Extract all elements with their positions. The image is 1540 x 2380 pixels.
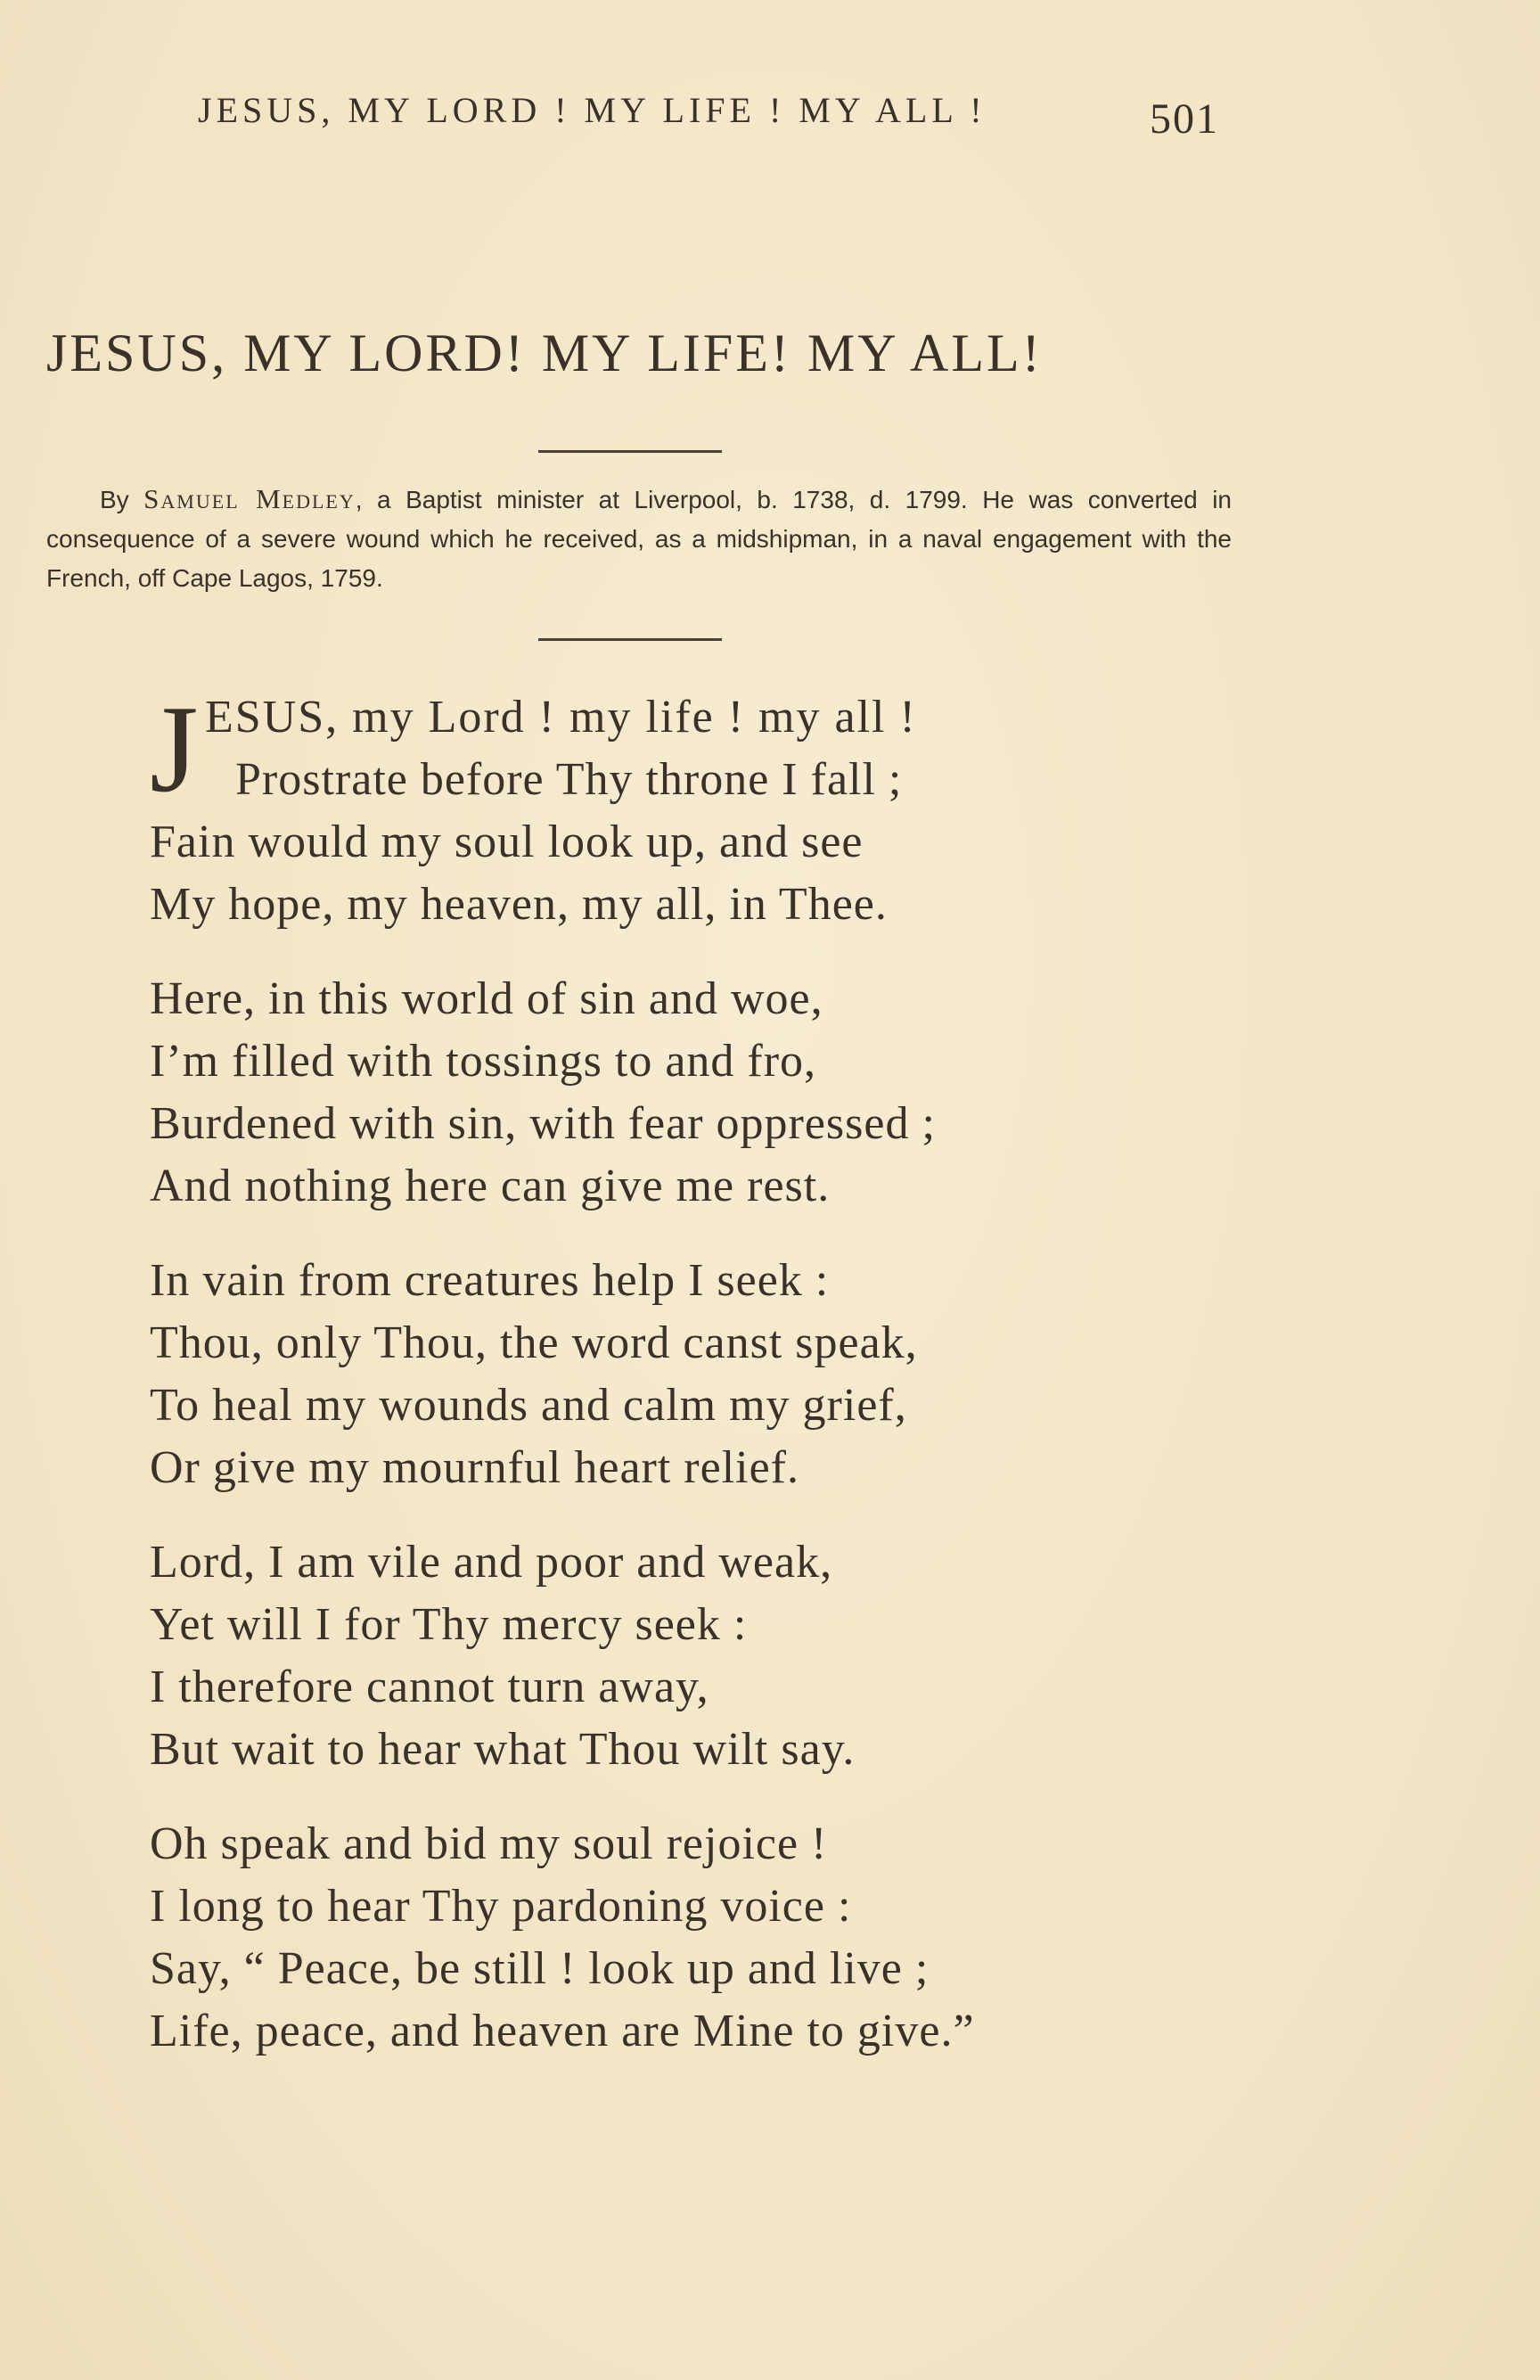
drop-cap: J xyxy=(150,680,199,818)
page-number: 501 xyxy=(1150,95,1219,143)
poem-line: Lord, I am vile and poor and weak, xyxy=(150,1537,833,1588)
poem-line: To heal my wounds and calm my grief, xyxy=(150,1380,907,1431)
poem-line-3: Fain would my soul look up, and see xyxy=(150,817,864,867)
stanza-4 xyxy=(150,1531,1362,1781)
rule-top xyxy=(538,450,722,453)
rule-bottom xyxy=(538,638,722,641)
author-name: Samuel Medley xyxy=(143,483,356,514)
attribution-paragraph xyxy=(46,480,1232,598)
poem-line: Or give my mournful heart relief. xyxy=(150,1442,799,1493)
poem-line: I therefore cannot turn away, xyxy=(150,1662,709,1712)
stanza-2 xyxy=(150,968,1362,1218)
poem-line: And nothing here can give me rest. xyxy=(150,1161,831,1211)
poem-line: Here, in this world of sin and woe, xyxy=(150,973,823,1024)
poem-line: Say, “ Peace, be still ! look up and live ; xyxy=(150,1943,930,1994)
running-title: JESUS, MY LORD ! MY LIFE ! MY ALL ! xyxy=(198,90,987,130)
attribution-text: , a Baptist minister at Liverpool, b. 1738, d. 1799. He was converted in consequence of a severe wound which he received, as a midshipman, in a naval engagement with the French, off Cape Lagos, 1759. xyxy=(46,486,1232,592)
attribution-prefix: By xyxy=(100,486,144,513)
poem xyxy=(150,680,1362,2095)
poem-line: But wait to hear what Thou wilt say. xyxy=(150,1724,856,1775)
stanza-5 xyxy=(150,1813,1362,2063)
poem-line: Burdened with sin, with fear oppressed ; xyxy=(150,1098,936,1149)
running-header xyxy=(0,89,1540,143)
poem-line: Life, peace, and heaven are Mine to give.” xyxy=(150,2006,975,2056)
poem-line: I’m filled with tossings to and fro, xyxy=(150,1036,817,1087)
poem-line: In vain from creatures help I seek : xyxy=(150,1255,830,1306)
poem-line-1: ESUS, my Lord ! my life ! my all ! xyxy=(205,692,917,743)
poem-line: Yet will I for Thy mercy seek : xyxy=(150,1599,748,1650)
poem-line: Thou, only Thou, the word canst speak, xyxy=(150,1317,918,1368)
attribution xyxy=(46,480,1232,598)
stanza-1 xyxy=(150,680,1362,936)
poem-line-4: My hope, my heaven, my all, in Thee. xyxy=(150,879,888,930)
poem-line: Oh speak and bid my soul rejoice ! xyxy=(150,1818,828,1869)
poem-line-2: Prostrate before Thy throne I fall ; xyxy=(235,754,903,805)
stanza-3 xyxy=(150,1250,1362,1499)
hymn-title: JESUS, MY LORD! MY LIFE! MY ALL! xyxy=(46,324,1043,382)
poem-line: I long to hear Thy pardoning voice : xyxy=(150,1881,852,1932)
